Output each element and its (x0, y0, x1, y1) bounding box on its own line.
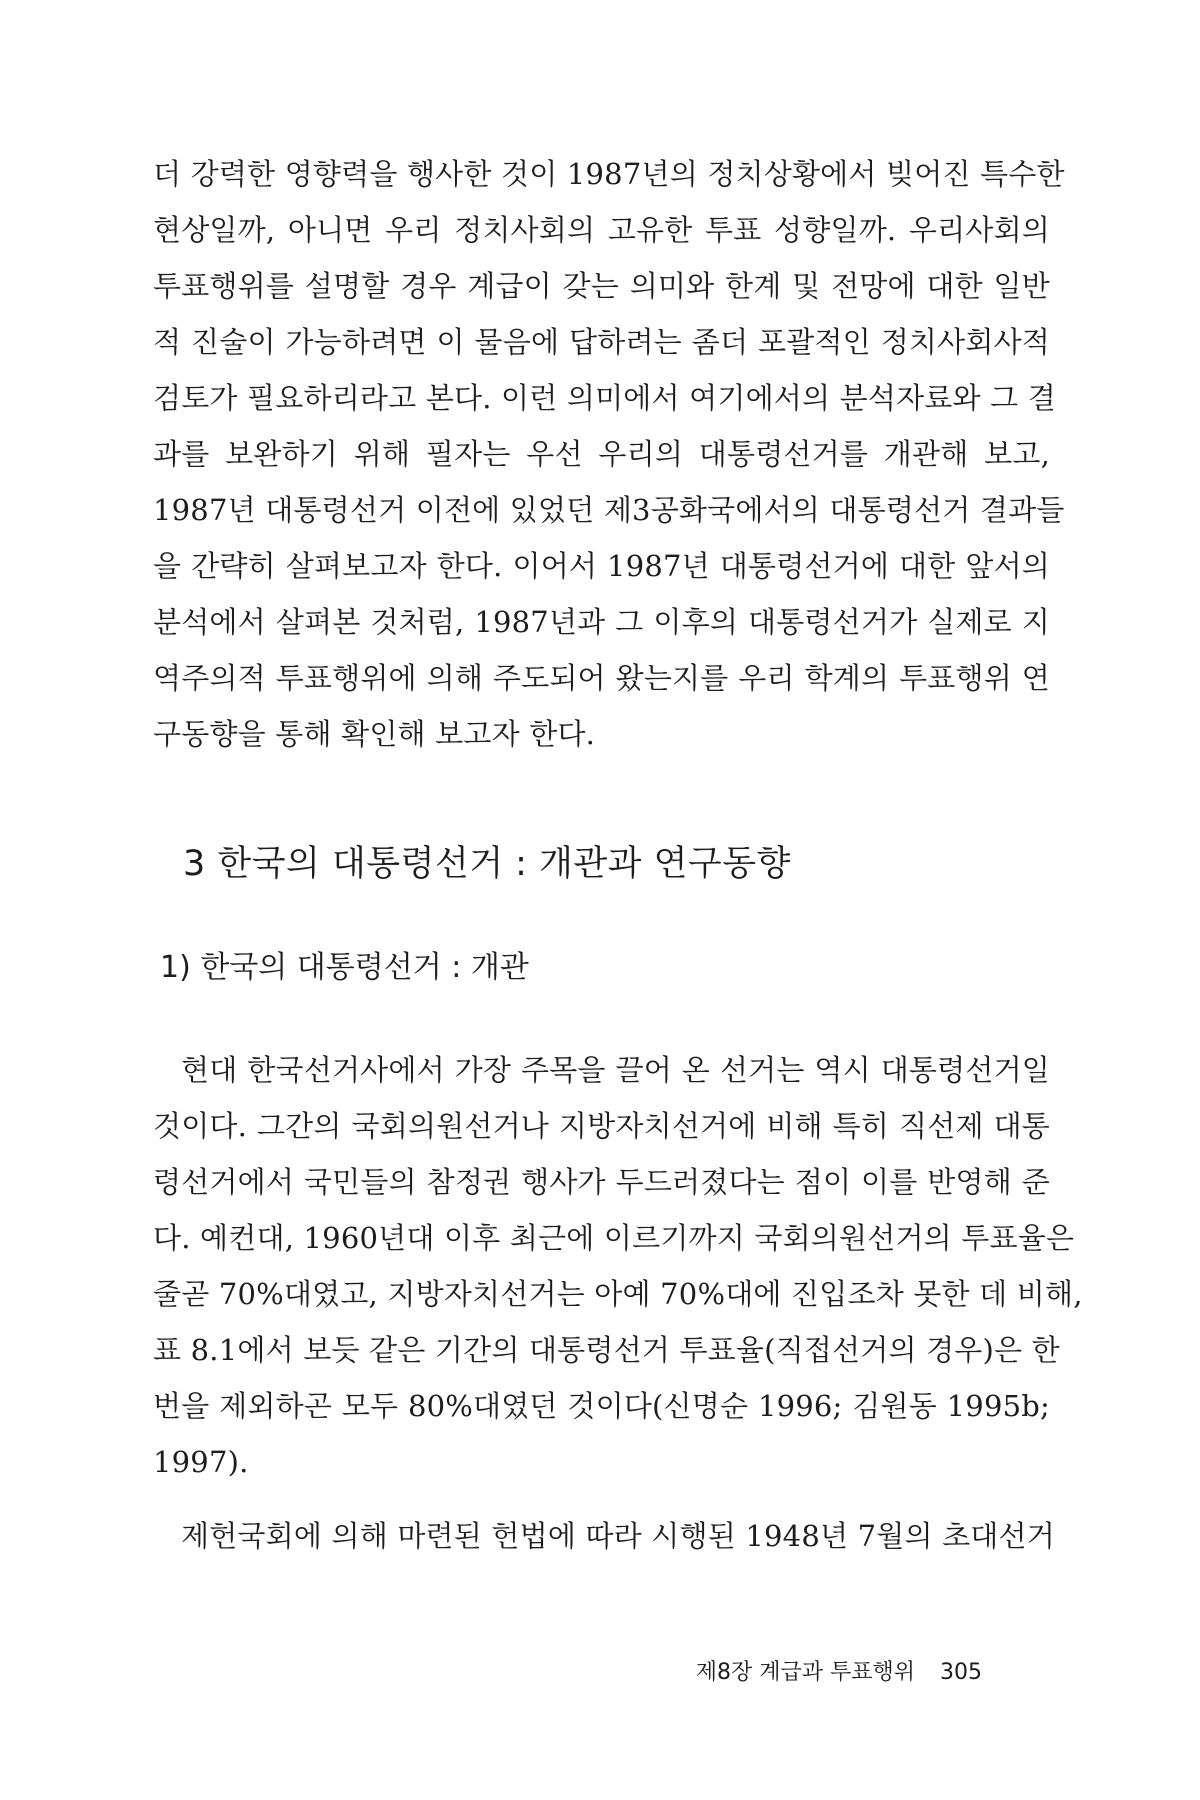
subsection-heading: 1) 한국의 대통령선거 : 개관 (160, 950, 529, 985)
constitution-paragraph (153, 1508, 1055, 1564)
running-title: 제8장 계급과 투표행위 (695, 1660, 915, 1685)
paragraph-line: 분석에서 살펴본 것처럼, 1987년과 그 이후의 대통령선거가 실제로 지 (153, 605, 1050, 639)
paragraph-line: 1987년 대통령선거 이전에 있었던 제3공화국에서의 대통령선거 결과들 (153, 493, 1065, 527)
paragraph-line: 다. 예컨대, 1960년대 이후 최근에 이르기까지 국회의원선거의 투표율은 (153, 1221, 1075, 1255)
paragraph-line: 줄곧 70%대였고, 지방자치선거는 아예 70%대에 진입조차 못한 데 비해, (153, 1277, 1083, 1311)
section-heading: 3 한국의 대통령선거 : 개관과 연구동향 (183, 844, 791, 884)
paragraph-line: 구동향을 통해 확인해 보고자 한다. (153, 717, 596, 751)
intro-paragraph (153, 146, 1065, 762)
paragraph-line: 더 강력한 영향력을 행사한 것이 1987년의 정치상황에서 빚어진 특수한 (153, 157, 1065, 191)
paragraph-line: 을 간략히 살펴보고자 한다. 이어서 1987년 대통령선거에 대한 앞서의 (153, 549, 1050, 583)
paragraph-line: 표 8.1에서 보듯 같은 기간의 대통령선거 투표율(직접선거의 경우)은 한 (153, 1333, 1060, 1367)
paragraph-line: 것이다. 그간의 국회의원선거나 지방자치선거에 비해 특히 직선제 대통 (153, 1109, 1050, 1143)
paragraph-line: 투표행위를 설명할 경우 계급이 갖는 의미와 한계 및 전망에 대한 일반 (153, 269, 1050, 303)
page-number: 305 (940, 1660, 982, 1685)
paragraph-line: 1997). (153, 1445, 249, 1479)
paragraph-line: 과를 보완하기 위해 필자는 우선 우리의 대통령선거를 개관해 보고, (153, 437, 1050, 471)
paragraph-line: 적 진술이 가능하려면 이 물음에 답하려는 좀더 포괄적인 정치사회사적 (153, 325, 1050, 359)
page-footer (696, 1658, 982, 1688)
paragraph-line: 검토가 필요하리라고 본다. 이런 의미에서 여기에서의 분석자료와 그 결 (153, 381, 1056, 415)
paragraph-line: 제헌국회에 의해 마련된 헌법에 따라 시행된 1948년 7월의 초대선거 (181, 1519, 1055, 1553)
overview-paragraph (153, 1042, 1083, 1490)
paragraph-line: 현대 한국선거사에서 가장 주목을 끌어 온 선거는 역시 대통령선거일 (181, 1053, 1050, 1087)
paragraph-line: 현상일까, 아니면 우리 정치사회의 고유한 투표 성향일까. 우리사회의 (153, 213, 1050, 247)
paragraph-line: 번을 제외하곤 모두 80%대였던 것이다(신명순 1996; 김원동 1995b; (153, 1389, 1050, 1423)
paragraph-line: 역주의적 투표행위에 의해 주도되어 왔는지를 우리 학계의 투표행위 연 (153, 661, 1050, 695)
paragraph-line: 령선거에서 국민들의 참정권 행사가 두드러졌다는 점이 이를 반영해 준 (153, 1165, 1050, 1199)
